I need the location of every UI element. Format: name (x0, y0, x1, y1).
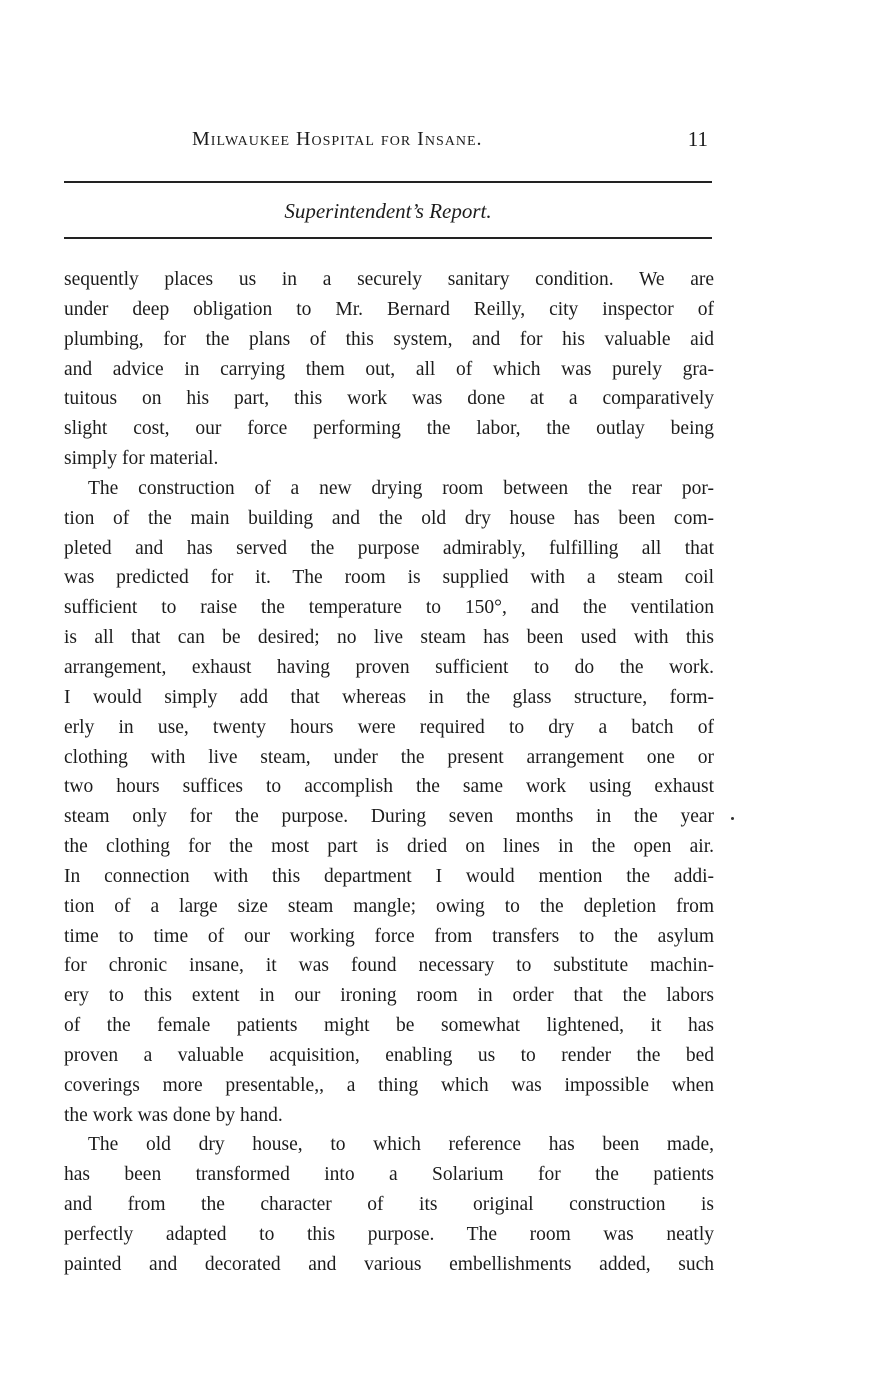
paper-speck (731, 817, 734, 820)
text-line: The old dry house, to which reference has been made, (88, 1134, 714, 1156)
text-line: under deep obligation to Mr. Bernard Reilly, city inspector of (64, 298, 714, 320)
text-line: pleted and has served the purpose admirably, fulfilling all that (64, 537, 714, 559)
text-line: In connection with this department I would mention the addi- (64, 865, 714, 887)
text-line: painted and decorated and various embellishments added, such (64, 1253, 714, 1275)
running-head (64, 124, 712, 154)
text-line: and advice in carrying them out, all of which was purely gra- (64, 358, 714, 380)
text-line: proven a valuable acquisition, enabling us to render the bed (64, 1044, 714, 1066)
page-number: 11 (687, 127, 708, 151)
text-line: simply for material. (64, 448, 219, 470)
text-line: the work was done by hand. (64, 1104, 283, 1126)
text-line: steam only for the purpose. During seven months in the year (64, 806, 714, 828)
text-line: is all that can be desired; no live steam has been used with this (64, 627, 714, 649)
text-line: slight cost, our force performing the labor, the outlay being (64, 418, 714, 440)
text-line: tuitous on his part, this work was done at a comparatively (64, 388, 714, 410)
text-line: perfectly adapted to this purpose. The room was neatly (64, 1224, 714, 1245)
header-rule-bottom (64, 237, 712, 239)
text-line: of the female patients might be somewhat lightened, it has (64, 1015, 714, 1037)
text-line: sequently places us in a securely sanitary condition. We are (64, 269, 714, 290)
text-line: arrangement, exhaust having proven sufficient to do the work. (64, 656, 714, 678)
text-line: tion of the main building and the old dry house has been com- (64, 507, 714, 529)
text-line: has been transformed into a Solarium for the patients (64, 1164, 714, 1186)
text-line: two hours suffices to accomplish the same work using exhaust (64, 776, 714, 798)
text-line: and from the character of its original construction is (64, 1194, 714, 1216)
body-text (64, 265, 714, 1280)
text-line: sufficient to raise the temperature to 150°, and the ventilation (64, 597, 714, 619)
text-line: was predicted for it. The room is supplied with a steam coil (64, 567, 714, 589)
text-line: I would simply add that whereas in the glass structure, form- (64, 686, 714, 708)
text-line: the clothing for the most part is dried on lines in the open air. (64, 836, 714, 858)
text-line: ery to this extent in our ironing room in order that the labors (64, 985, 714, 1007)
text-line: time to time of our working force from transfers to the asylum (64, 925, 714, 947)
text-line: plumbing, for the plans of this system, and for his valuable aid (64, 328, 714, 350)
running-title: Milwaukee Hospital for Insane. (192, 128, 483, 150)
header-rule-top (64, 181, 712, 183)
section-title: Superintendent’s Report. (284, 199, 492, 223)
text-line: for chronic insane, it was found necessary to substitute machin- (64, 955, 714, 977)
text-line: erly in use, twenty hours were required to dry a batch of (64, 716, 714, 738)
text-line: coverings more presentable,, a thing which was impossible when (64, 1074, 714, 1096)
text-line: tion of a large size steam mangle; owing to the depletion from (64, 895, 714, 917)
text-line: The construction of a new drying room between the rear por- (88, 477, 714, 499)
text-line: clothing with live steam, under the present arrangement one or (64, 746, 714, 768)
